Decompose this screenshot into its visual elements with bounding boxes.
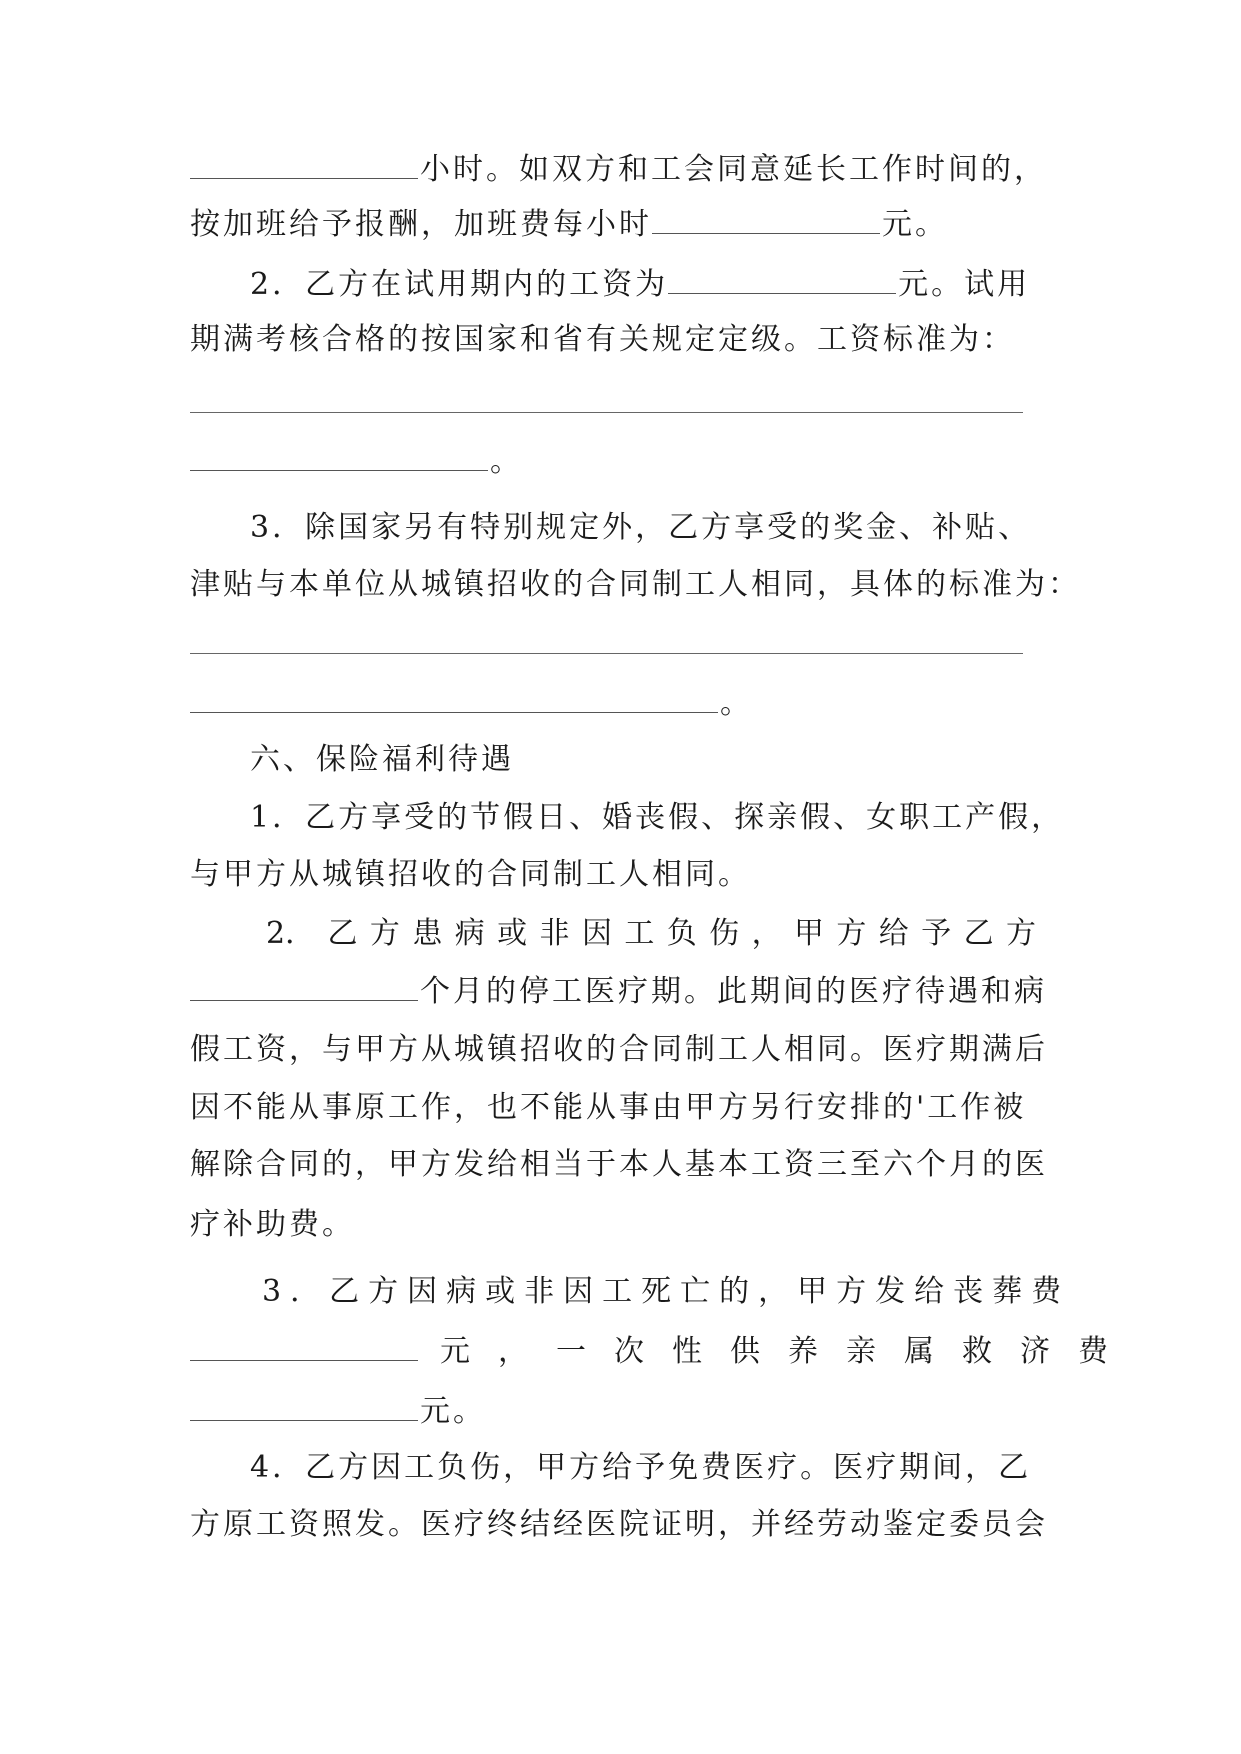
word: 非: [539, 916, 570, 951]
text-line-12: [266, 914, 1036, 954]
line-1-text: 小时。如双方和工会同意延长工作时间的，: [420, 152, 1047, 187]
word: 予: [921, 916, 952, 951]
fill-blank-probation-wage[interactable]: [668, 263, 896, 294]
text-line-1: [190, 148, 1080, 190]
word: 方: [836, 916, 867, 951]
fill-blank-wage-standard-end[interactable]: [190, 440, 488, 471]
line-13-text: 个月的停工医疗期。此期间的医疗待遇和病: [420, 974, 1047, 1009]
text-line-8: [190, 682, 1080, 724]
fill-blank-overtime-pay[interactable]: [652, 203, 880, 234]
line-2-text-b: 元。: [882, 207, 948, 242]
text-line-11: 与甲方从城镇招收的合同制工人相同。: [190, 857, 751, 892]
word: 负: [666, 916, 697, 951]
line-8-text: 。: [720, 686, 753, 721]
fill-line-wage-standard[interactable]: [190, 412, 1023, 413]
fill-blank-hours[interactable]: [190, 148, 418, 179]
word: 因: [581, 916, 612, 951]
text-line-15: 因不能从事原工作，也不能从事由甲方另行安排的'工作被: [190, 1090, 1027, 1125]
word: 或: [497, 916, 528, 951]
fill-blank-bonus-standard-end[interactable]: [190, 682, 718, 713]
line-3-text-a: 2．乙方在试用期内的工资为: [250, 267, 669, 302]
text-line-21: 4．乙方因工负伤，甲方给予免费医疗。医疗期间，乙: [250, 1450, 1032, 1485]
section-heading-insurance: 六、保险福利待遇: [250, 742, 514, 777]
fill-blank-sick-leave-months[interactable]: [190, 970, 418, 1001]
text-line-3: [250, 263, 1080, 305]
text-line-4: 期满考核合格的按国家和省有关规定定级。工资标准为：: [190, 322, 1015, 357]
word: 甲: [793, 916, 824, 951]
line-20-text: 元。: [420, 1394, 486, 1429]
word: 工: [624, 916, 655, 951]
word: 方: [1006, 916, 1036, 951]
word: 方: [369, 916, 400, 951]
text-line-14: 假工资，与甲方从城镇招收的合同制工人相同。医疗期满后: [190, 1032, 1048, 1067]
text-line-20: [190, 1390, 1080, 1432]
fill-blank-funeral-fee[interactable]: [190, 1330, 418, 1361]
text-line-22: 方原工资照发。医疗终结经医院证明，并经劳动鉴定委员会: [190, 1507, 1048, 1542]
word: 伤: [709, 916, 740, 951]
text-line-7: 津贴与本单位从城镇招收的合同制工人相同，具体的标准为：: [190, 567, 1081, 602]
text-line-10: 1．乙方享受的节假日、婚丧假、探亲假、女职工产假，: [250, 800, 1065, 835]
line-5-text: 。: [490, 444, 523, 479]
line-19-text: 元，一次性供养亲属救济费: [440, 1334, 1136, 1369]
line-3-text-b: 元。试用: [898, 267, 1031, 302]
word: 乙: [327, 916, 358, 951]
text-line-2: [190, 203, 1080, 245]
word: ，: [751, 916, 782, 951]
word: 2．: [266, 916, 316, 951]
text-line-13: [190, 970, 1080, 1012]
text-line-16: 解除合同的，甲方发给相当于本人基本工资三至六个月的医: [190, 1147, 1048, 1182]
fill-blank-relief-fee[interactable]: [190, 1390, 418, 1421]
text-line-18: 3．乙方因病或非因工死亡的，甲方发给丧葬费: [262, 1274, 1071, 1309]
fill-line-bonus-standard[interactable]: [190, 653, 1023, 654]
text-line-17: 疗补助费。: [190, 1207, 355, 1242]
text-line-6: 3．除国家另有特别规定外，乙方享受的奖金、补贴、: [250, 510, 1032, 545]
line-2-text-a: 按加班给予报酬，加班费每小时: [190, 207, 652, 242]
word: 病: [454, 916, 485, 951]
text-line-19: [190, 1330, 1136, 1372]
word: 患: [412, 916, 443, 951]
text-line-5: [190, 440, 1080, 482]
word: 乙: [963, 916, 994, 951]
word: 给: [878, 916, 909, 951]
